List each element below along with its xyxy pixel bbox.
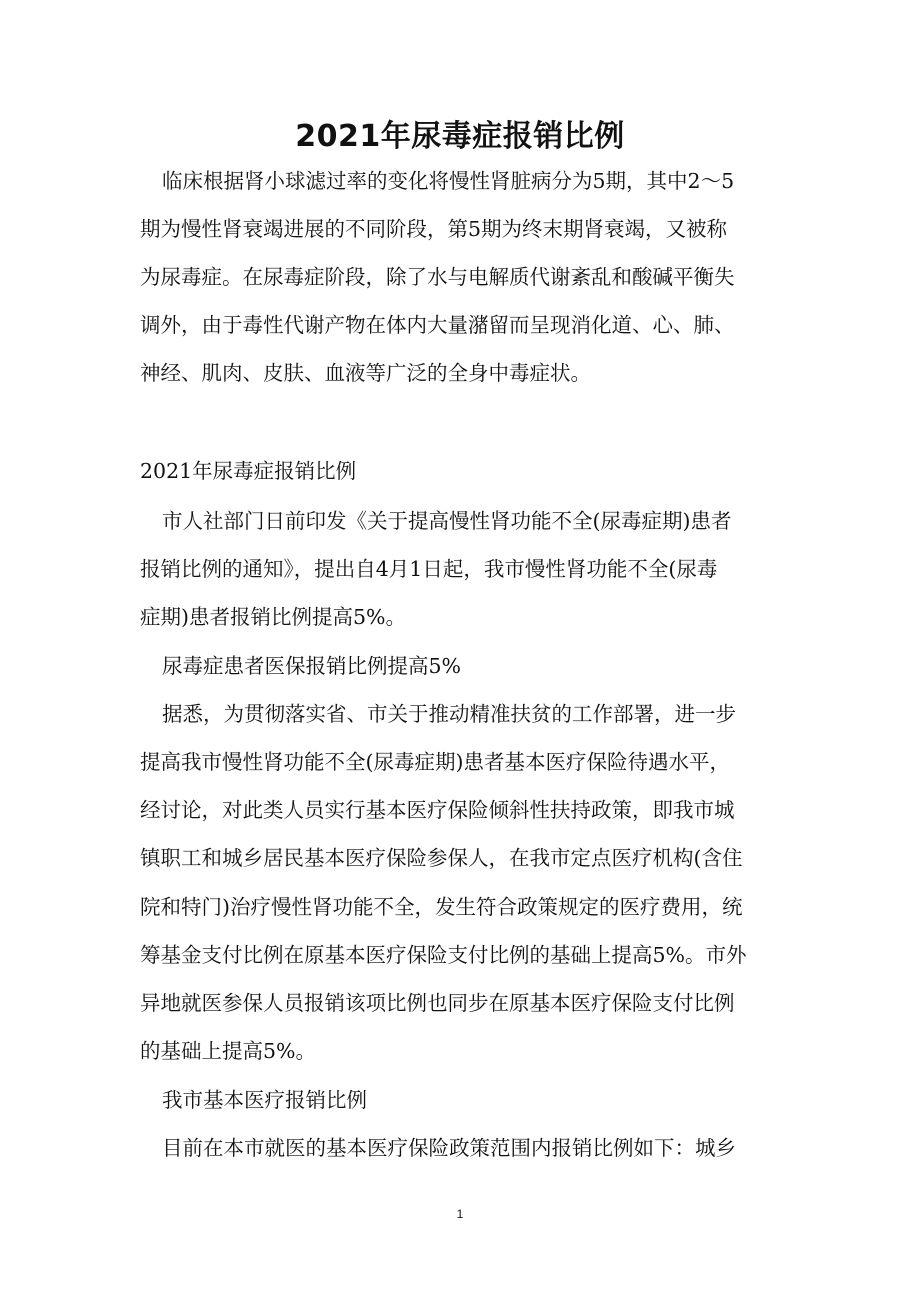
paragraph-line: 神经、肌肉、皮肤、血液等广泛的全身中毒症状。 — [140, 361, 591, 385]
paragraph-line: 筹基金支付比例在原基本医疗保险支付比例的基础上提高5%。市外 — [140, 943, 747, 967]
paragraph-line: 症期)患者报销比例提高5%。 — [140, 605, 407, 629]
paragraph-line: 异地就医参保人员报销该项比例也同步在原基本医疗保险支付比例 — [140, 991, 735, 1015]
paragraph-line: 的基础上提高5%。 — [140, 1039, 317, 1063]
paragraph-line: 院和特门)治疗慢性肾功能不全，发生符合政策规定的医疗费用，统 — [140, 895, 743, 919]
paragraph-line: 镇职工和城乡居民基本医疗保险参保人，在我市定点医疗机构(含住 — [140, 846, 743, 870]
section-heading: 2021年尿毒症报销比例 — [140, 459, 357, 483]
paragraph-line: 临床根据肾小球滤过率的变化将慢性肾脏病分为5期，其中2～5 — [162, 169, 735, 193]
document-title: 2021年尿毒症报销比例 — [295, 119, 625, 154]
paragraph-line: 期为慢性肾衰竭进展的不同阶段，第5期为终末期肾衰竭，又被称 — [140, 217, 728, 241]
paragraph-line: 目前在本市就医的基本医疗保险政策范围内报销比例如下：城乡 — [162, 1136, 736, 1160]
paragraph-line: 提高我市慢性肾功能不全(尿毒症期)患者基本医疗保险待遇水平， — [140, 750, 730, 774]
subheading: 我市基本医疗报销比例 — [162, 1088, 367, 1112]
paragraph-line: 经讨论，对此类人员实行基本医疗保险倾斜性扶持政策，即我市城 — [140, 798, 735, 822]
paragraph-line: 为尿毒症。在尿毒症阶段，除了水与电解质代谢紊乱和酸碱平衡失 — [140, 265, 735, 289]
page-number: 1 — [456, 1207, 464, 1221]
subheading: 尿毒症患者医保报销比例提高5% — [162, 654, 462, 678]
paragraph-line: 据悉，为贯彻落实省、市关于推动精准扶贫的工作部署，进一步 — [162, 702, 736, 726]
paragraph-line: 报销比例的通知》，提出自4月1日起，我市慢性肾功能不全(尿毒 — [140, 557, 718, 581]
paragraph-line: 调外，由于毒性代谢产物在体内大量潴留而呈现消化道、心、肺、 — [140, 313, 735, 337]
paragraph-line: 市人社部门日前印发《关于提高慢性肾功能不全(尿毒症期)患者 — [162, 509, 732, 533]
